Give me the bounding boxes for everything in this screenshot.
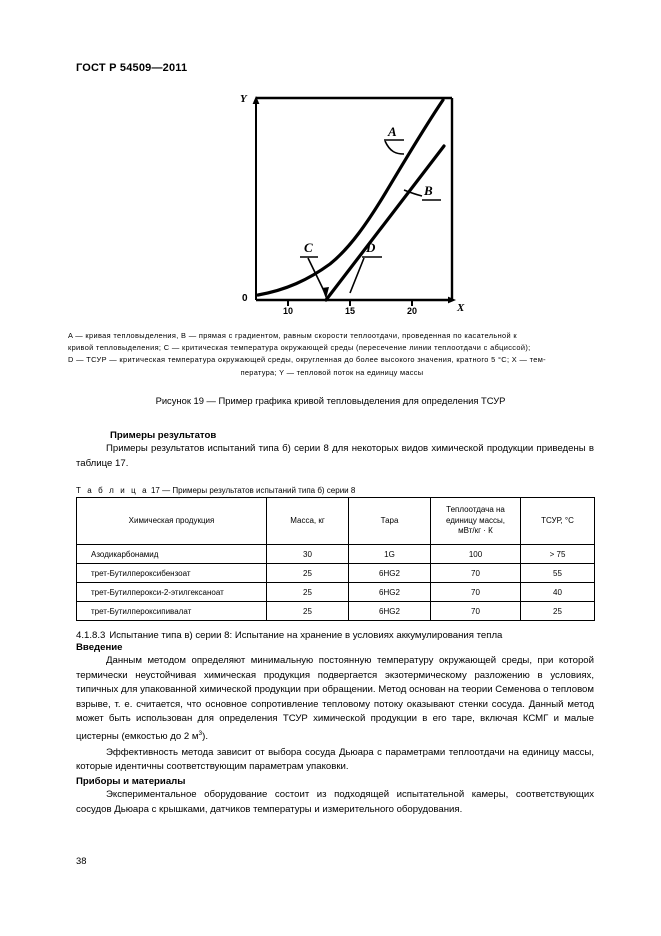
- results-paragraph: [76, 442, 594, 471]
- col-header-mass: Масса, кг: [267, 498, 349, 545]
- table-row: [77, 583, 595, 602]
- x-tick-label-10: 10: [283, 306, 294, 316]
- label-d: D: [366, 240, 376, 255]
- cubic-meter-superscript: 3: [198, 729, 203, 737]
- col-header-product: Химическая продукция: [77, 498, 267, 545]
- results-section: [76, 430, 594, 471]
- results-paragraph-text: Примеры результатов испытаний типа б) серии 8 для некоторых видов химической продукции приведены в таблице 17.: [76, 443, 594, 469]
- col-header-heat-line3: мВт/кг · К: [458, 526, 493, 536]
- col-header-package: Тара: [349, 498, 431, 545]
- cell-heat: 70: [431, 564, 521, 583]
- label-c: C: [304, 240, 313, 255]
- cell-package: 6HG2: [349, 564, 431, 583]
- figure-caption-line-1: A — кривая тепловыделения, B — прямая с градиентом, равным скорости теплоотдачи, проведенная по касательной к: [68, 331, 517, 340]
- cell-package: 1G: [349, 545, 431, 564]
- cell-mass: 25: [267, 583, 349, 602]
- devices-paragraph: [76, 788, 594, 817]
- section-number: 4.1.8.3: [76, 630, 106, 641]
- origin-label: 0: [242, 293, 248, 304]
- intro-heading: Введение: [76, 642, 123, 653]
- label-b: B: [424, 183, 433, 198]
- intro-paragraph-2-text: Эффективность метода зависит от выбора сосуда Дьюара с параметрами теплоотдачи на единицу массы, которые идентичны соответствующим параметрам упаковки.: [76, 746, 594, 773]
- x-tick-label-20: 20: [407, 306, 418, 316]
- cell-mass: 25: [267, 564, 349, 583]
- table-caption-label: Т а б л и ц а: [76, 486, 149, 495]
- table-caption-text: 17 — Примеры результатов испытаний типа б) серии 8: [150, 486, 356, 495]
- devices-paragraph-text: Экспериментальное оборудование состоит из подходящей испытательной камеры, соответствующих сосудов Дьюара с крышками, датчиков температуры и измерительного оборудования.: [76, 788, 594, 815]
- intro-paragraph-1-end: ).: [202, 731, 209, 743]
- cell-tsur: > 75: [521, 545, 595, 564]
- line-b-tangent: [326, 146, 444, 300]
- cell-mass: 25: [267, 602, 349, 621]
- heat-release-curve-svg: [238, 90, 466, 316]
- cell-product: трет-Бутилперокси-2-этилгексаноат: [77, 583, 267, 602]
- cell-heat: 100: [431, 545, 521, 564]
- col-header-heat-transfer: [431, 498, 521, 545]
- cell-product: трет-Бутилпероксибензоат: [77, 564, 267, 583]
- cell-product: Азодикарбонамид: [77, 545, 267, 564]
- intro-paragraph-2: [76, 746, 594, 775]
- results-heading: Примеры результатов: [110, 430, 217, 441]
- table-header-row: [77, 498, 595, 545]
- label-d-leader: [350, 258, 364, 293]
- figure-caption-line-4: пература; Y — тепловой поток на единицу массы: [240, 367, 424, 377]
- intro-paragraph-1: [76, 654, 594, 745]
- cell-heat: 70: [431, 602, 521, 621]
- figure-19-chart: [238, 90, 466, 316]
- figure-caption: [68, 330, 596, 379]
- figure-caption-line-3: D — ТСУР — критическая температура окружающей среды, округленная до более высокого значения, кратного 5 °C; X — тем-: [68, 355, 546, 365]
- col-header-tsur: ТСУР, °С: [521, 498, 595, 545]
- cell-tsur: 55: [521, 564, 595, 583]
- results-table: [76, 497, 595, 621]
- page-number: 38: [76, 855, 87, 866]
- cell-tsur: 25: [521, 602, 595, 621]
- col-header-heat-line1: Теплоотдача на: [446, 505, 505, 515]
- label-a-leader: [385, 141, 404, 154]
- label-a: A: [388, 124, 397, 139]
- table-row: [77, 545, 595, 564]
- figure-title: Рисунок 19 — Пример графика кривой тепловыделения для определения ТСУР: [155, 395, 506, 406]
- devices-heading: Приборы и материалы: [76, 775, 186, 787]
- y-axis-label: Y: [240, 93, 247, 105]
- cell-heat: 70: [431, 583, 521, 602]
- x-tick-label-15: 15: [345, 306, 356, 316]
- table-row: [77, 602, 595, 621]
- table-caption: [76, 486, 355, 495]
- section-4-1-8-3: [76, 630, 594, 817]
- cell-mass: 30: [267, 545, 349, 564]
- intro-paragraph-1-text: Данным методом определяют минимальную постоянную температуру окружающей среды, при которой термически неустойчивая химическая продукция подвергается экзотермическому разложению в условиях, типичных для упакованной химической продукции при обращении. Метод основан на теории Семенова о тепловом взрыве, т. е. считается, что основное сопротивление тепловому потоку оказывают стенки сосуда. Данный метод может быть использован для определения ТСУР химической продукции в его таре, включая КСМГ и малые цистерны (емкостью до 2 м: [76, 655, 594, 743]
- table-row: [77, 564, 595, 583]
- cell-product: трет-Бутилпероксипивалат: [77, 602, 267, 621]
- section-title: Испытание типа в) серии 8: Испытание на хранение в условиях аккумулирования тепла: [109, 630, 503, 641]
- section-title-line: [76, 630, 594, 641]
- col-header-heat-line2: единицу массы,: [445, 515, 506, 525]
- cell-package: 6HG2: [349, 583, 431, 602]
- cell-package: 6HG2: [349, 602, 431, 621]
- figure-caption-line-2: кривой тепловыделения; C — критическая температура окружающей среды (пересечение линии теплоотдачи с абциссой);: [68, 343, 531, 353]
- cell-tsur: 40: [521, 583, 595, 602]
- x-axis-label: X: [457, 302, 465, 314]
- standard-header: ГОСТ Р 54509—2011: [76, 62, 188, 74]
